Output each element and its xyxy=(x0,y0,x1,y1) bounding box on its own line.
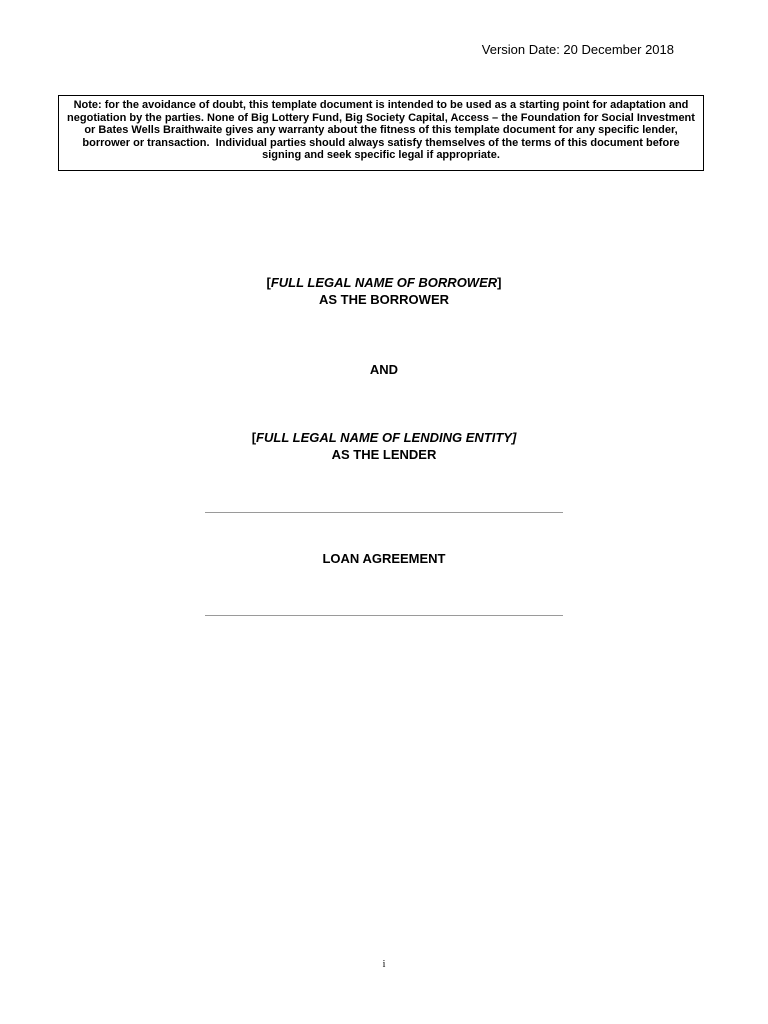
borrower-bracket-open: [ xyxy=(266,275,271,290)
disclaimer-note-box xyxy=(58,95,704,171)
borrower-role: AS THE BORROWER xyxy=(319,292,449,307)
borrower-name-line xyxy=(0,274,768,291)
borrower-bracket-close: ] xyxy=(497,275,502,290)
disclaimer-note-text: Note: for the avoidance of doubt, this template document is intended to be used as a starting point for adaptation and negotiation by the parties. None of Big Lottery Fund, Big Society Capital, Access – the Foundation for Social Investment or Bates Wells Braithwaite gives any warranty about the fitness of this template document for any specific lender, borrower or transaction. Individual parties should always satisfy themselves of the terms of this document before signing and seek specific legal if appropriate. xyxy=(67,99,695,162)
lender-name-placeholder: FULL LEGAL NAME OF LENDING ENTITY] xyxy=(256,430,517,445)
lender-bracket-open: [ xyxy=(251,430,257,445)
borrower-block xyxy=(0,274,768,308)
document-title: LOAN AGREEMENT xyxy=(322,551,446,566)
page-number: i xyxy=(382,959,386,970)
lender-block xyxy=(0,429,768,463)
version-date: Version Date: 20 December 2018 xyxy=(481,42,674,57)
title-rule-bottom xyxy=(205,615,563,616)
lender-name-line xyxy=(0,429,768,446)
borrower-name-placeholder: FULL LEGAL NAME OF BORROWER xyxy=(270,275,498,290)
lender-role: AS THE LENDER xyxy=(331,447,437,462)
title-rule-top xyxy=(205,512,563,513)
and-conjunction: AND xyxy=(369,362,399,377)
